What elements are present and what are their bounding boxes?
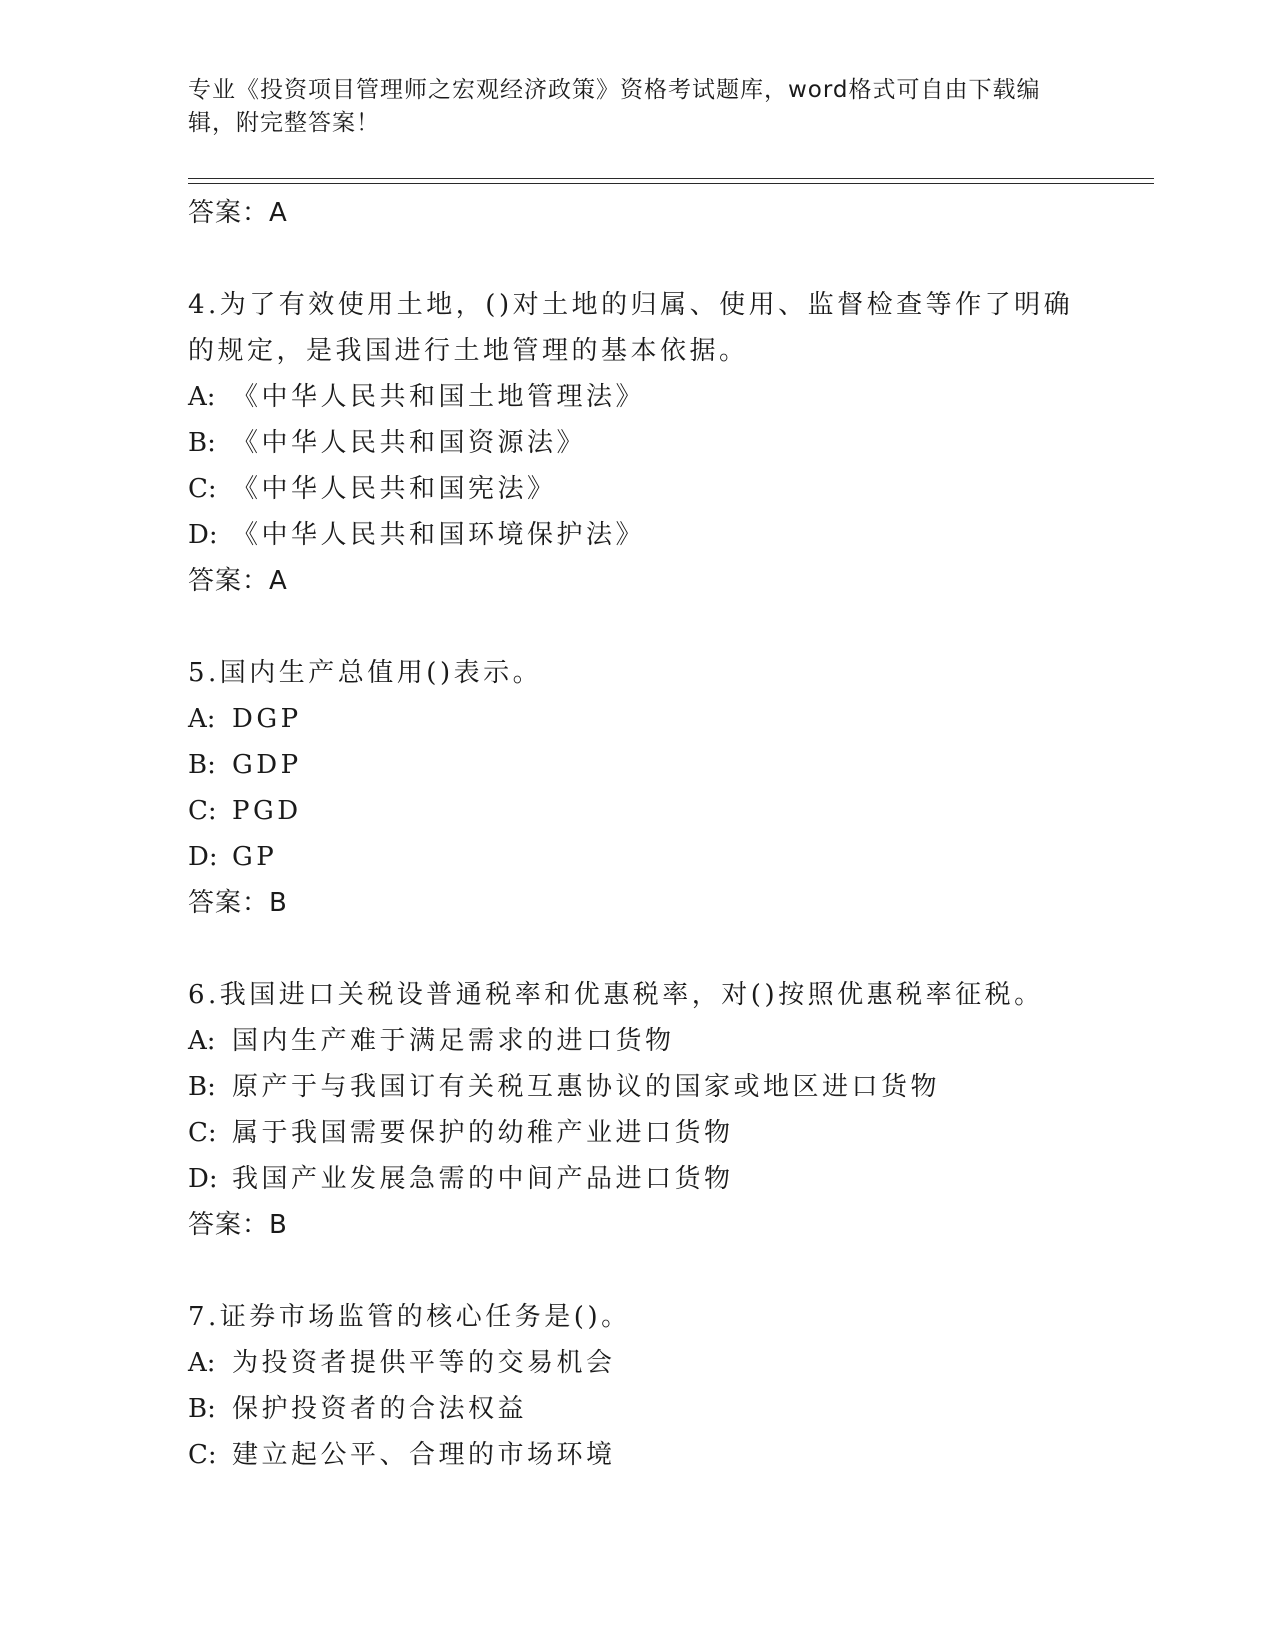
header-divider-top bbox=[188, 178, 1154, 179]
option-text: DGP bbox=[232, 704, 302, 734]
question-option bbox=[188, 788, 1088, 834]
option-letter: C: bbox=[188, 1440, 217, 1470]
option-text: 为投资者提供平等的交易机会 bbox=[232, 1348, 616, 1378]
option-text: GP bbox=[232, 842, 278, 872]
option-text: 《中华人民共和国宪法》 bbox=[232, 474, 557, 504]
option-text: 《中华人民共和国环境保护法》 bbox=[232, 520, 646, 550]
answer-line bbox=[188, 558, 1088, 604]
option-text: 保护投资者的合法权益 bbox=[232, 1394, 528, 1424]
option-letter: D: bbox=[188, 1164, 218, 1194]
answer-value: B bbox=[269, 888, 288, 918]
question-option bbox=[188, 1340, 1088, 1386]
question-option bbox=[188, 1156, 1088, 1202]
option-letter: C: bbox=[188, 474, 217, 504]
option-letter: B: bbox=[188, 750, 216, 780]
option-letter: D: bbox=[188, 520, 218, 550]
option-text: 《中华人民共和国资源法》 bbox=[232, 428, 587, 458]
document-header-note: 专业《投资项目管理师之宏观经济政策》资格考试题库，word格式可自由下载编辑，附完整答案！ bbox=[188, 77, 1041, 136]
question-list bbox=[188, 190, 1088, 1478]
option-letter: B: bbox=[188, 1072, 216, 1102]
answer-value: A bbox=[269, 198, 288, 228]
answer-label: 答案： bbox=[188, 566, 270, 596]
option-letter: A: bbox=[188, 704, 216, 734]
header-divider-bottom bbox=[188, 183, 1154, 184]
answer-value: A bbox=[269, 566, 288, 596]
question-option bbox=[188, 512, 1088, 558]
option-letter: A: bbox=[188, 382, 216, 412]
question-option bbox=[188, 1110, 1088, 1156]
question-option bbox=[188, 466, 1088, 512]
answer-label: 答案： bbox=[188, 1210, 270, 1240]
answer-line bbox=[188, 880, 1088, 926]
question-option bbox=[188, 1386, 1088, 1432]
answer-line bbox=[188, 190, 1088, 236]
option-letter: C: bbox=[188, 1118, 217, 1148]
option-text: 我国产业发展急需的中间产品进口货物 bbox=[232, 1164, 734, 1194]
question-option bbox=[188, 1018, 1088, 1064]
question-option bbox=[188, 1064, 1088, 1110]
question-stem: 4.为了有效使用土地，()对土地的归属、使用、监督检查等作了明确的规定，是我国进行土地管理的基本依据。 bbox=[188, 290, 1074, 366]
option-letter: A: bbox=[188, 1348, 216, 1378]
option-text: 建立起公平、合理的市场环境 bbox=[232, 1440, 616, 1470]
option-text: 属于我国需要保护的幼稚产业进口货物 bbox=[232, 1118, 734, 1148]
option-text: 国内生产难于满足需求的进口货物 bbox=[232, 1026, 675, 1056]
option-text: 原产于与我国订有关税互惠协议的国家或地区进口货物 bbox=[232, 1072, 941, 1102]
question-option bbox=[188, 696, 1088, 742]
option-letter: A: bbox=[188, 1026, 216, 1056]
option-text: GDP bbox=[232, 750, 302, 780]
question-option bbox=[188, 1432, 1088, 1478]
option-letter: C: bbox=[188, 796, 217, 826]
answer-label: 答案： bbox=[188, 198, 270, 228]
question-option bbox=[188, 834, 1088, 880]
answer-line bbox=[188, 1202, 1088, 1248]
option-letter: B: bbox=[188, 1394, 216, 1424]
question-option bbox=[188, 374, 1088, 420]
option-text: PGD bbox=[232, 796, 302, 826]
answer-label: 答案： bbox=[188, 888, 270, 918]
question-option bbox=[188, 742, 1088, 788]
question-option bbox=[188, 420, 1088, 466]
question-stem: 5.国内生产总值用()表示。 bbox=[188, 658, 543, 688]
option-text: 《中华人民共和国土地管理法》 bbox=[232, 382, 646, 412]
question-stem: 7.证券市场监管的核心任务是()。 bbox=[188, 1302, 631, 1332]
option-letter: D: bbox=[188, 842, 218, 872]
question-stem: 6.我国进口关税设普通税率和优惠税率，对()按照优惠税率征税。 bbox=[188, 980, 1044, 1010]
option-letter: B: bbox=[188, 428, 216, 458]
answer-value: B bbox=[269, 1210, 288, 1240]
